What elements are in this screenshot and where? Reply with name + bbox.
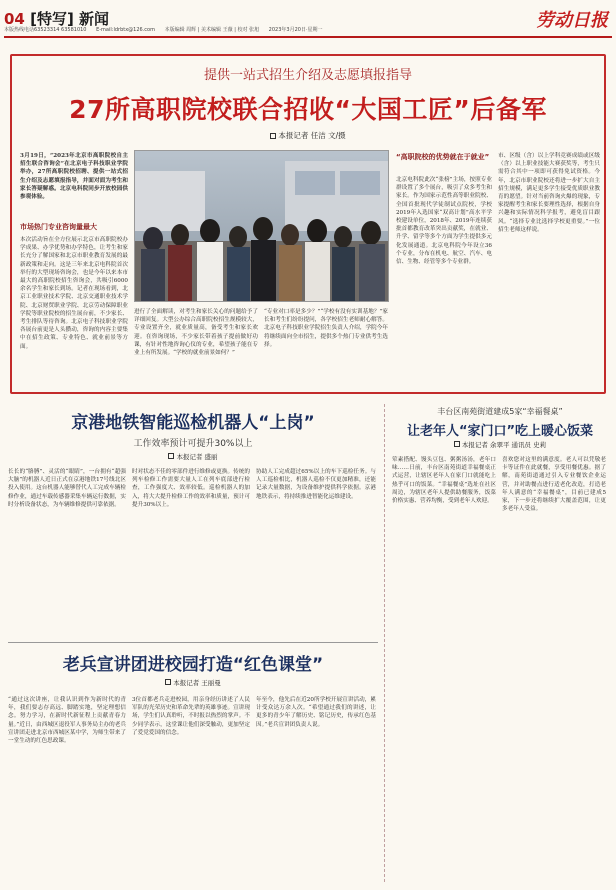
feature-kicker: 提供一站式招生介绍及志愿填报指导 [203, 68, 412, 83]
column-divider [384, 404, 385, 882]
newspaper-logo: 劳动日报 [536, 10, 608, 31]
byline-box-icon [165, 679, 171, 685]
lower-left-section [8, 402, 378, 882]
feature-subhead-1: 市场热门专业咨询量最大 [20, 223, 97, 231]
canteen-kicker: 丰台区南苑街道建成5家“幸福餐桌” [437, 407, 563, 416]
feature-subhead-2: “高职院校的优势就在于就业” [396, 153, 490, 161]
veteran-col-3: 年至今，他先后在近20所学校开展宣讲活动，累计受众达万余人次。“希望通过我们的讲述，让更多的青少年了解历史、铭记历史，传承红色基因。”老兵宣讲团负责人说。 [256, 697, 376, 728]
byline-box-icon [270, 133, 276, 139]
feature-article [10, 54, 606, 394]
metro-headline: 京港地铁智能巡检机器人“上岗” [71, 413, 315, 433]
metro-subtitle: 工作效率预计可提升30%以上 [133, 439, 253, 449]
feature-col-4: 北京电科院此次“张榜”主场，按照专业群设置了多个展台，吸引了众多考生和家长。作为国家示范性高等职业院校、全国首批现代学徒制试点院校，学校2019年入选国家“双高计划”高水平学校建设单位，2018年、2019年连续获批首都教育改革突出贡献奖，在就业、升学、留学等多个方面为学生提供多元化发展通道。北京电科院今年设立36个专业，分布在机电、航空、汽车、电信、生物、经管等多个专业群。 [396, 177, 492, 266]
feature-byline-text: 本报记者 任洁 文/摄 [278, 131, 346, 140]
masthead [0, 0, 616, 42]
feature-col-5: 市、区级（含）以上学科竞赛成绩或区级（含）以上职业技能大赛获奖等，考生只需符合其中一项即可获得免试资格。今年，北京市职业院校还将进一步扩大自主招生规模，满足更多学生接受优质职业教育的愿望。针对当前咨询火爆的现象，专家提醒考生和家长要理性选择，根据自身兴趣和实际情况科学报考，避免盲目跟风。“选择专业比选择学校更重要。”一位招生老师这样说。 [498, 153, 600, 233]
masthead-meta [4, 26, 604, 33]
veteran-byline [8, 678, 378, 687]
feature-col-3: “专业对口率是多少？”“学校有没有实训基地？”家长和考生们纷纷提问，各学校招生老师耐心解答。北京电子科技职业学院招生负责人介绍，学院今年将继续面向全市招生，提供多个热门专业供考生选择。 [264, 309, 388, 348]
feature-col-2: 进行了全面解读，对考生和家长关心的问题给予了详细回复。大型公办综合高职院校招生规模较大，专业设置齐全，就业质量高，备受考生和家长欢迎。在咨询现场，不少家长带着孩子提前做好功课，有针对性地咨询心仪的专业，希望孩子能在专业上有所发展。“学校的就业前景如何？” [134, 309, 258, 357]
canteen-byline [392, 440, 608, 449]
feature-headline: 27所高职院校联合招收“大国工匠”后备军 [69, 95, 547, 124]
metro-byline-text: 本报记者 盛丽 [176, 453, 218, 461]
feature-col-1: 本次活动旨在全方位展示北京市高职院校办学成果、办学优势和办学特色，让考生和家长充分了解国家和北京市职业教育发展的最新政策和走向。这是三年来北京电科院首次举行的大型现场咨询会，也是今年以来本市最大的高职院校招生咨询会，共吸引6000余名学生和家长到场。记者在现场看到，北京工业职业技术学院、北京交通职业技术学院、北京财贸职业学院、北京劳动保障职业学院等职业院校的招生展台前，不少家长、考生排队等待咨询。北京电子科技职业学院各展台前更是人头攒动，咨询的内容主要集中在招生政策、专业特色、就业前景等方面。 [20, 237, 128, 350]
feature-subhead-2-wrap [396, 152, 492, 162]
veteran-headline: 老兵宣讲团进校园打造“红色课堂” [62, 655, 324, 675]
metro-byline [8, 452, 378, 461]
meta-date: 2023年3月20日·星期一 [268, 27, 323, 33]
feature-photo [134, 150, 389, 302]
veteran-byline-text: 本报记者 王丽曼 [173, 679, 221, 687]
feature-subhead-1-wrap [20, 222, 128, 232]
page-number: 04 [4, 10, 25, 28]
lower-right-section [392, 402, 608, 882]
section-rule [8, 642, 378, 643]
crowd-photo-illustration [135, 151, 389, 302]
byline-box-icon [454, 441, 460, 447]
veteran-col-2: 3位首都老兵走进校园，用亲身经历讲述了人民军队的光荣历史和革命先辈的英雄事迹。宣讲现场，学生们认真聆听，不时报以热烈的掌声。不少同学表示，这堂课让他们深受触动，更加坚定了爱党爱国的信念。 [132, 697, 250, 736]
byline-box-icon [168, 453, 174, 459]
veteran-col-1: “通过这次讲座，让我认识到作为新时代的青年，我们要志存高远、脚踏实地，坚定理想信念。努力学习，在新时代新征程上贡献青春力量。”近日，由西城区退役军人事务局主办的老兵宣讲团走进北京市西城区某中学，为师生带来了一堂生动的红色思政课。 [8, 697, 126, 745]
meta-phone: 本版热线电话63523314 63581010 [4, 27, 87, 33]
canteen-col-1: 荤素搭配、馒头豆包、粥粥汤汤，老年口味……日前，丰台区南苑街道幸福餐桌正式运营，让辖区老年人在家门口就能吃上热乎可口的饭菜。“幸福餐桌”选址在社区周边，为辖区老年人提供助餐服务，饭菜价格实惠、营养均衡，受到老年人欢迎。 [392, 457, 496, 505]
canteen-byline-text: 本报记者 余翠平 通讯员 史莉 [461, 441, 547, 449]
metro-col-3: 协助人工完成超过65%以上的车下巡检任务。与人工巡检相比，机器人巡检不仅更加精准，还能记录大量数据，为设备维护提供科学依据。京港地铁表示，将持续推进智能化运维建设。 [256, 469, 376, 500]
feature-lead: 3月19日，“2023年北京市高职院校自主招生联合咨询会”在北京电子科技职业学院举办，27所高职院校招聘、提供一站式招生介绍及志愿填报指导，并面对面为考生和家长答疑解惑。北京电科院同步开放校园供参观体验。 [20, 153, 128, 201]
metro-col-2: 时对状态不佳的零部件进行维修或更换。传统的列车检修工作需要大量人工在列车底部进行检查，工作强度大、效率较低。巡检机器人的加入，将大大提升检修工作的效率和质量，预计可提升30%以上。 [132, 469, 250, 508]
feature-byline [12, 130, 604, 141]
canteen-col-2: 喜欢您对这里的满意度。老人可以凭敬老卡等证件在此就餐，享受用餐优惠。据了解，南苑街道通过引入专业餐饮企业运营，并对助餐点进行适老化改造，打造老年人满意的“幸福餐桌”，目前已建成5家，下一步还将继续扩大覆盖范围，让更多老年人受益。 [502, 457, 606, 513]
masthead-rule [4, 36, 612, 38]
canteen-headline: 让老年人“家门口”吃上暖心饭菜 [406, 424, 594, 439]
metro-col-1: 长长的“胳膊”、灵活的“眼睛”，一台拥有“超强大脑”的机器人近日正式在京港地铁17号线北区投入使用。这台机器人能够替代人工完成车辆检修作业，通过车载传感器采集车辆运行数据，实时分析设备状态，为车辆维修提供可靠依据。 [8, 469, 126, 508]
meta-email: E-mail:ldrbtx@126.com [96, 27, 155, 33]
meta-editors: 本版编辑 周辉 | 美术编辑 王薇 | 校对 张旭 [164, 27, 260, 33]
section-title: [特写] 新闻 [30, 10, 110, 28]
